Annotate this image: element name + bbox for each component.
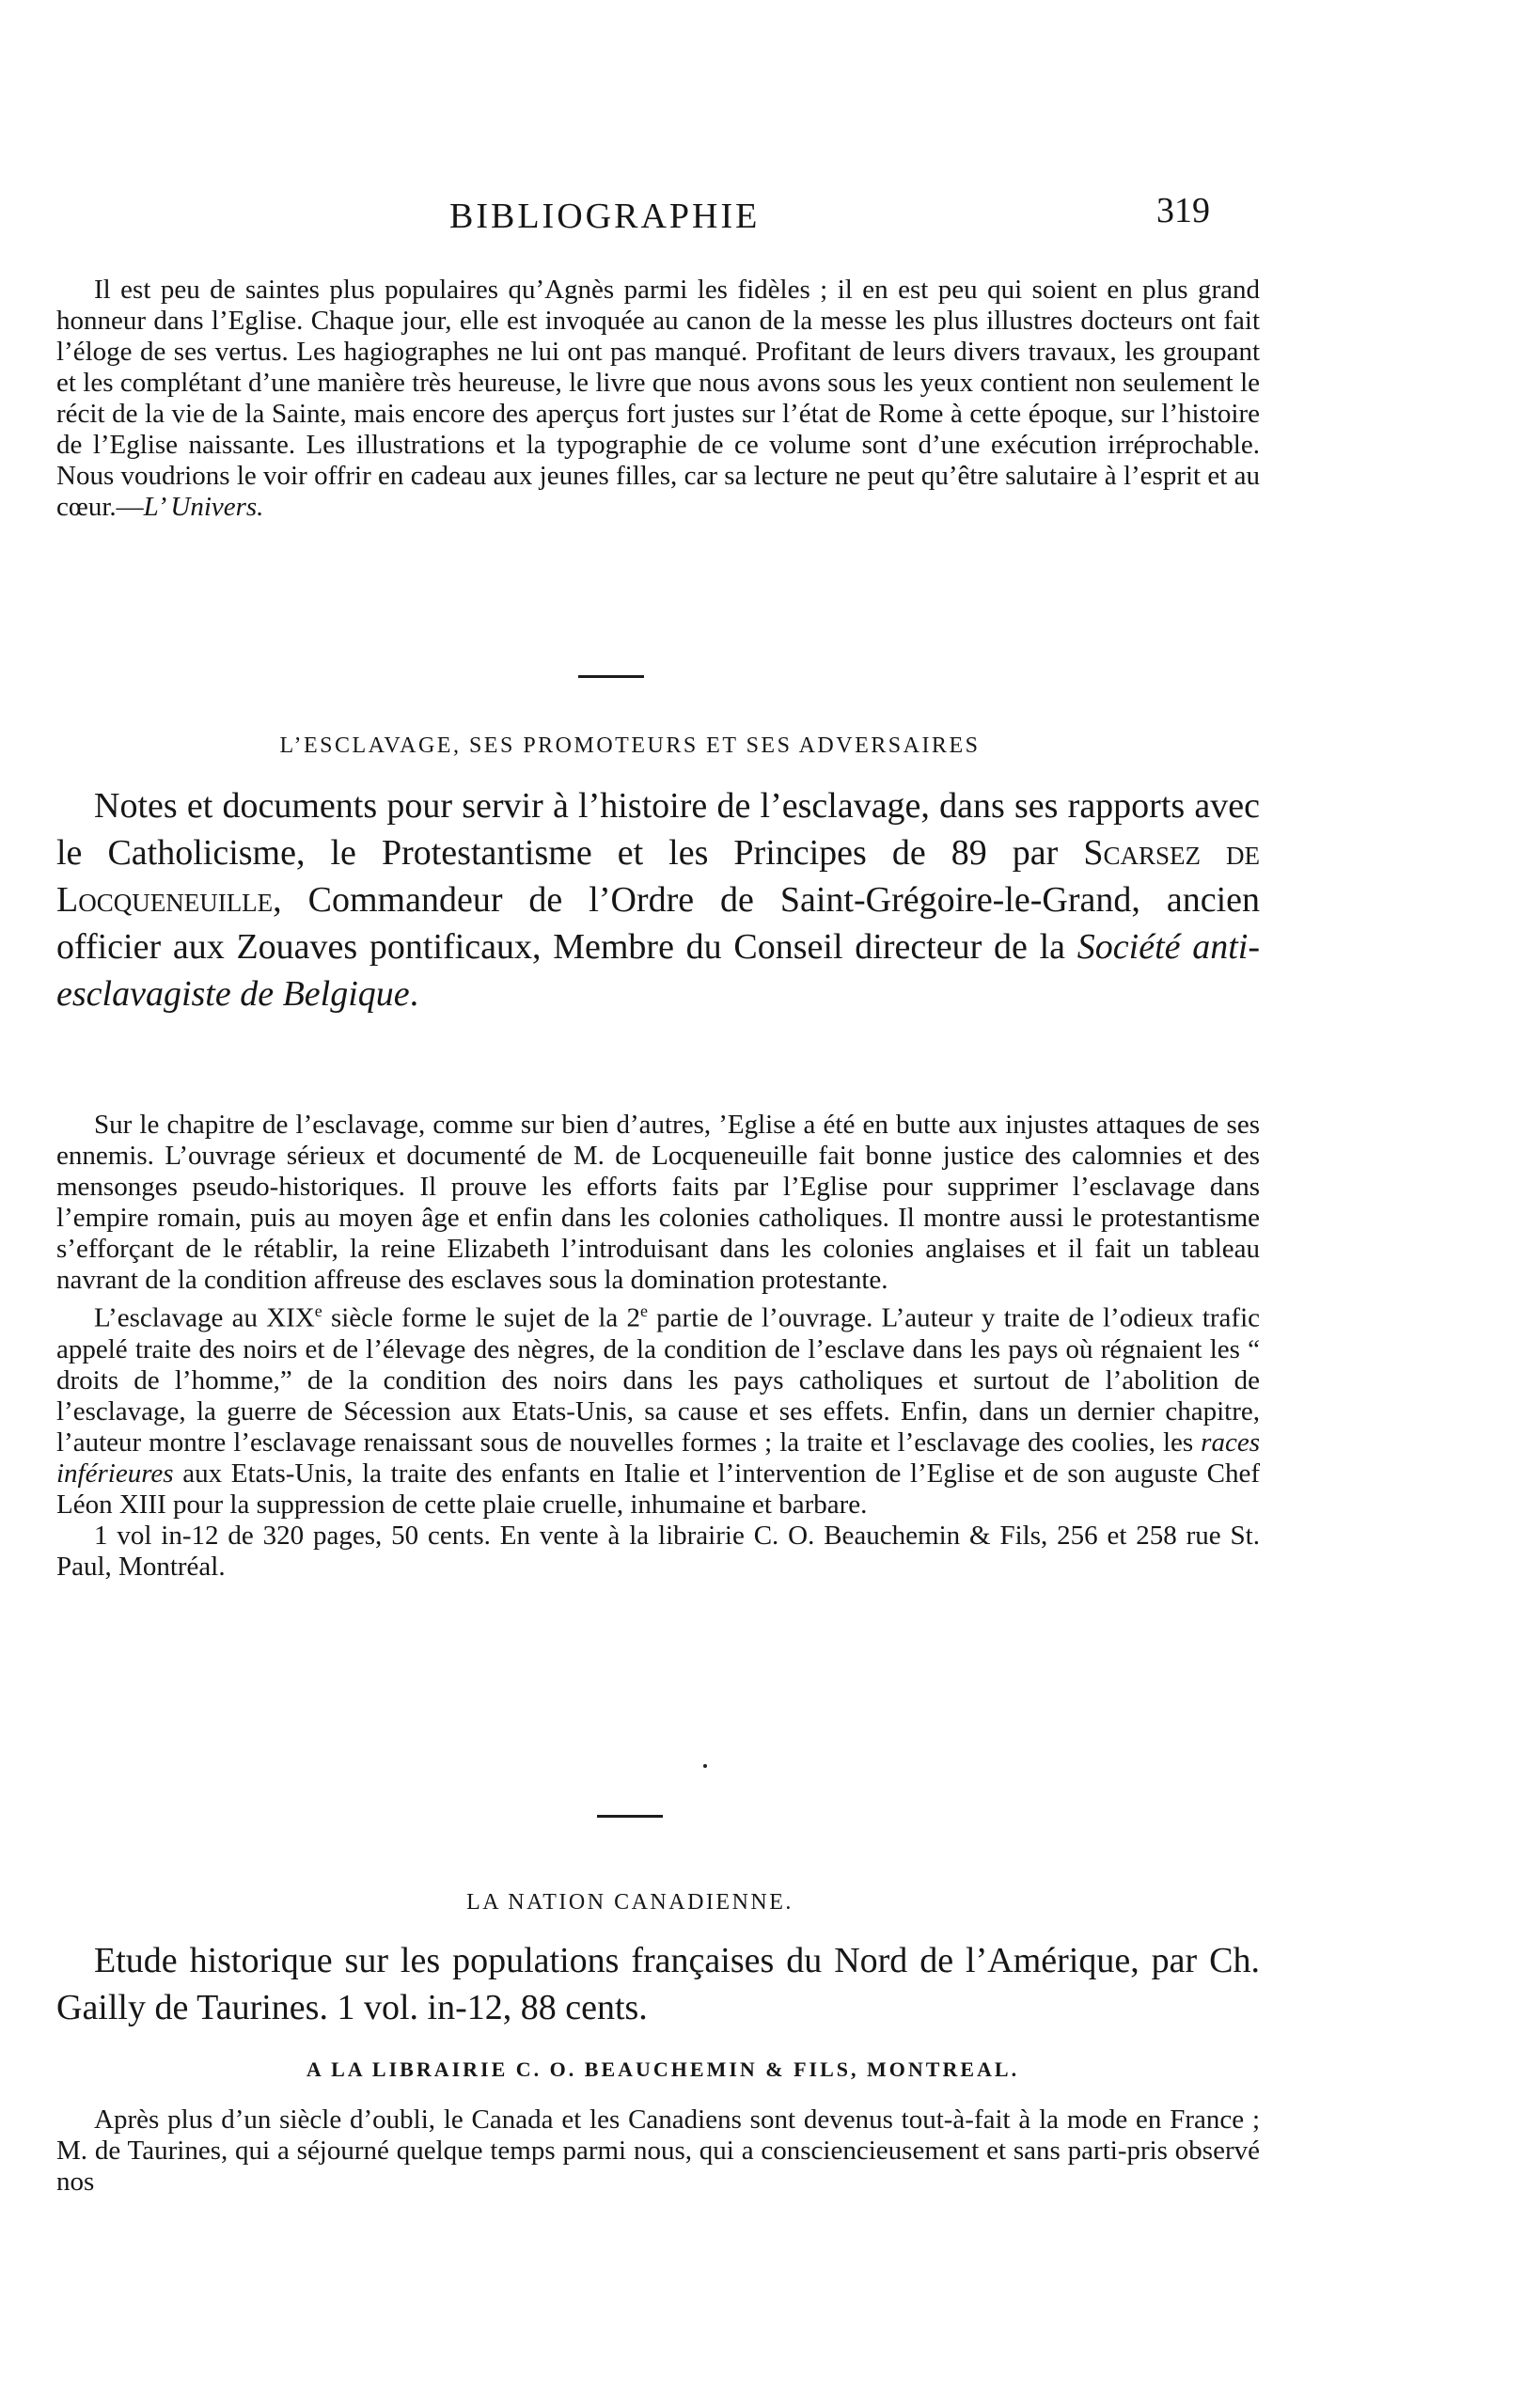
nation-book-entry <box>56 1937 1260 2031</box>
page-header <box>0 191 1540 252</box>
paragraph-text: partie de l’ouvrage. L’auteur y traite de l’odieux trafic appelé traite des noirs et de l’élevage des nègres, de la condition de l’esclave dans les pays où régnaient les “ droits de l’homme,” de la condition des noirs dans les pays catholiques et surtout de l’abolition de l’esclavage, la guerre de Sécession aux Etats-Unis, sa cause et ses effets. Enfin, dans un dernier chapitre, l’auteur montre l’esclavage renaissant sous de nouvelles formes ; la traite et l’esclavage des coolies, les <box>56 1302 1261 1458</box>
superscript: e <box>314 1301 322 1320</box>
esclavage-book-description <box>56 782 1260 1017</box>
esclavage-book-entry <box>56 782 1260 1017</box>
italic-phrase: races inférieures <box>56 1427 1260 1489</box>
agnes-review-source: L’ Univers. <box>143 492 264 522</box>
esclavage-review-paragraph-1: Sur le chapitre de l’esclavage, comme sur bien d’autres, ’Eglise a été en butte aux injustes attaques de ses ennemis. L’ouvrage sérieux et documenté de M. de Locqueneuille fait bonne justice des calomnies et des mensonges pseudo-historiques. Il prouve les efforts faits par l’Eglise pour supprimer l’esclavage dans l’empire romain, puis au moyen âge et enfin dans les colonies catholiques. Il montre aussi le protestantisme s’efforçant de le rétablir, la reine Elizabeth l’introduisant dans les colonies anglaises et il fait un tableau navrant de la condition affreuse des esclaves sous la domination protestante. <box>56 1110 1260 1295</box>
book-entry-text: Notes et documents pour servir à l’histoire de l’esclavage, dans ses rapports avec le Catholicisme, le Protestantisme et les Principes de 89 par <box>56 786 1260 873</box>
society-name: Société anti-esclavagiste de Belgique <box>56 927 1260 1014</box>
agnes-review-text: Il est peu de saintes plus populaires qu’Agnès parmi les fidèles ; il en est peu qui soient en plus grand honneur dans l’Eglise. Chaque jour, elle est invoquée au canon de la messe les plus illustres docteurs ont fait l’éloge de ses vertus. Les hagiographes ne lui ont pas manqué. Profitant de leurs divers travaux, les groupant et les complétant d’une manière très heureuse, le livre que nous avons sous les yeux contient non seulement le récit de la vie de la Sainte, mais encore des aperçus fort justes sur l’état de Rome à cette époque, sur l’histoire de l’Eglise naissante. Les illustrations et la typographie de ce volume sont d’une exécution irréprochable. Nous voudrions le voir offrir en cadeau aux jeunes filles, car sa lecture ne peut qu’être salutaire à l’esprit et au cœur.— <box>56 275 1260 522</box>
ornament-dot <box>703 1764 707 1768</box>
section-divider <box>578 675 644 678</box>
bookseller-imprint: A LA LIBRAIRIE C. O. BEAUCHEMIN & FILS, MONTREAL. <box>306 2057 1020 2081</box>
paragraph-text: siècle forme le sujet de la 2 <box>322 1302 640 1333</box>
paragraph-text: aux Etats-Unis, la traite des enfants en Italie et l’intervention de l’Eglise et de son auguste Chef Léon XIII pour la suppression de cette plaie cruelle, inhumaine et barbare. <box>56 1458 1260 1520</box>
nation-review <box>56 2104 1260 2198</box>
section-divider <box>597 1815 663 1818</box>
nation-section-title: LA NATION CANADIENNE. <box>466 1890 794 1915</box>
esclavage-review-paragraph-3: 1 vol in-12 de 320 pages, 50 cents. En vente à la librairie C. O. Beauchemin & Fils, 256 et 258 rue St. Paul, Montréal. <box>56 1520 1260 1582</box>
paragraph-text: L’esclavage au XIX <box>94 1302 315 1333</box>
book-entry-text: , Commandeur de l’Ordre de Saint-Grégoire-le-Grand, ancien officier aux Zouaves pontificaux, Membre du Conseil directeur de la <box>56 880 1260 967</box>
superscript: e <box>639 1301 648 1320</box>
page-number: 319 <box>1156 191 1210 230</box>
running-title: BIBLIOGRAPHIE <box>449 197 761 236</box>
agnes-review <box>56 275 1260 523</box>
nation-book-description: Etude historique sur les populations françaises du Nord de l’Amérique, par Ch. Gailly de Taurines. 1 vol. in-12, 88 cents. <box>56 1941 1260 2027</box>
esclavage-review <box>56 1110 1260 1583</box>
book-entry-text: . <box>409 974 419 1014</box>
book-author: Scarsez de Locqueneuille <box>56 833 1260 920</box>
esclavage-section-title: L’ESCLAVAGE, SES PROMOTEURS ET SES ADVERSAIRES <box>279 733 981 758</box>
agnes-review-paragraph <box>56 275 1260 523</box>
esclavage-review-paragraph-2 <box>56 1296 1260 1521</box>
nation-review-paragraph: Après plus d’un siècle d’oubli, le Canada et les Canadiens sont devenus tout-à-fait à la mode en France ; M. de Taurines, qui a séjourné quelque temps parmi nous, qui a consciencieusement et sans parti-pris observé nos <box>56 2104 1260 2197</box>
